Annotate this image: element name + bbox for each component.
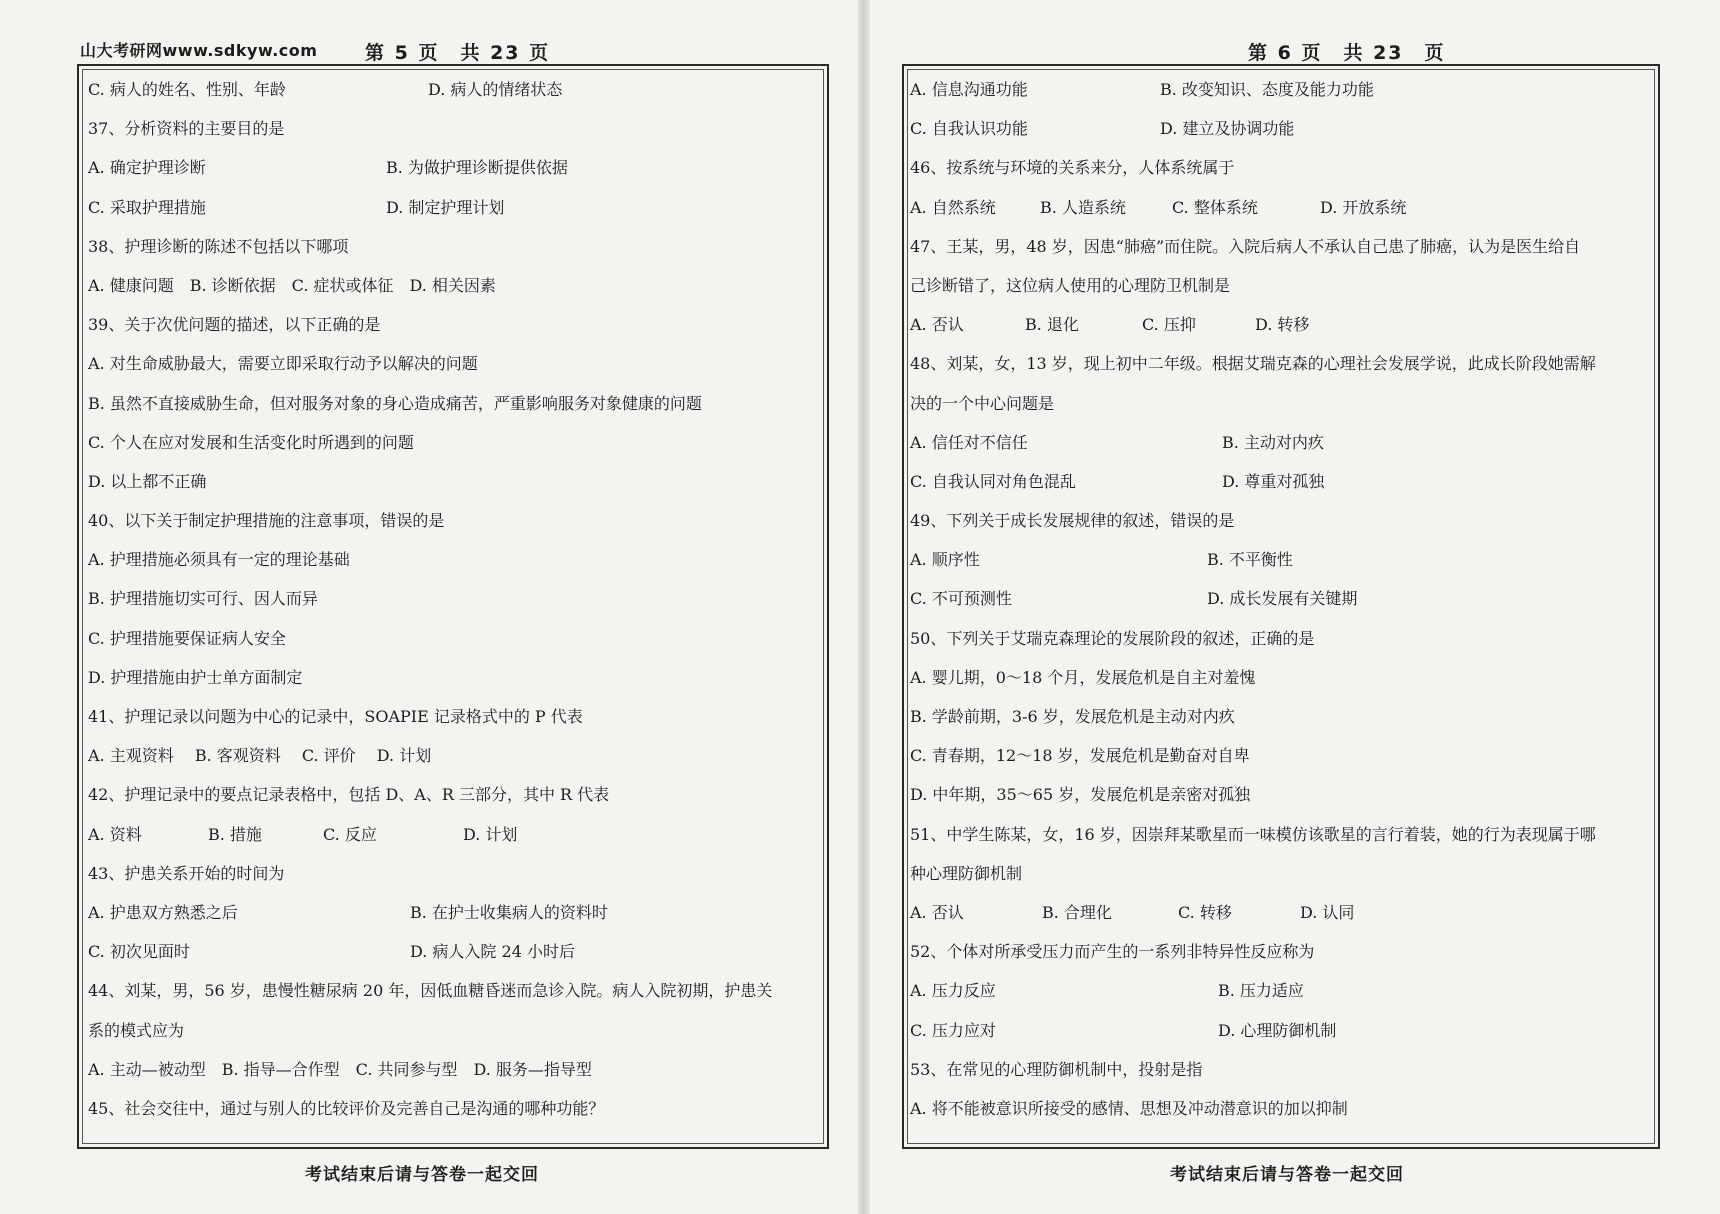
- text-line: [88, 462, 823, 501]
- text-line: [88, 540, 823, 579]
- text-segment: 46、按系统与环境的关系来分，人体系统属于: [910, 158, 1235, 178]
- text-line: [910, 1050, 1652, 1089]
- text-line: [910, 775, 1652, 814]
- text-segment: A. 自然系统: [910, 197, 996, 217]
- text-segment: C. 压抑: [1142, 315, 1196, 335]
- text-line: [910, 540, 1652, 579]
- text-segment: B. 人造系统: [1040, 197, 1126, 217]
- text-line: [88, 70, 823, 109]
- text-line: [88, 188, 823, 227]
- text-segment: D. 制定护理计划: [386, 197, 505, 217]
- text-line: [910, 579, 1652, 618]
- text-line: [88, 109, 823, 148]
- text-line: [88, 736, 823, 775]
- text-segment: 48、刘某，女，13 岁，现上初中二年级。根据艾瑞克森的心理社会发展学说，此成长阶段她需解: [910, 354, 1596, 374]
- text-line: [88, 932, 823, 971]
- text-line: [910, 148, 1652, 187]
- text-line: [910, 815, 1652, 854]
- text-line: [910, 384, 1652, 423]
- text-line: [88, 619, 823, 658]
- text-line: [910, 227, 1652, 266]
- text-segment: D. 成长发展有关键期: [1207, 589, 1358, 609]
- text-segment: 53、在常见的心理防御机制中，投射是指: [910, 1059, 1203, 1079]
- text-line: [88, 1011, 823, 1050]
- text-line: [88, 893, 823, 932]
- text-segment: C. 采取护理措施: [88, 197, 206, 217]
- text-line: [910, 109, 1652, 148]
- text-segment: 38、护理诊断的陈述不包括以下哪项: [88, 236, 349, 256]
- text-line: [88, 579, 823, 618]
- text-line: [88, 227, 823, 266]
- text-line: [88, 384, 823, 423]
- text-segment: 39、关于次优问题的描述，以下正确的是: [88, 315, 381, 335]
- text-segment: A. 婴儿期，0～18 个月，发展危机是自主对羞愧: [910, 667, 1256, 687]
- text-segment: C. 护理措施要保证病人安全: [88, 628, 286, 648]
- text-segment: A. 顺序性: [910, 550, 980, 570]
- text-line: [910, 423, 1652, 462]
- text-segment: D. 中年期，35～65 岁，发展危机是亲密对孤独: [910, 785, 1251, 805]
- text-segment: A. 否认: [910, 902, 964, 922]
- text-segment: A. 主观资料 B. 客观资料 C. 评价 D. 计划: [88, 746, 432, 766]
- text-line: [910, 266, 1652, 305]
- text-segment: C. 转移: [1178, 902, 1232, 922]
- text-segment: 50、下列关于艾瑞克森理论的发展阶段的叙述，正确的是: [910, 628, 1315, 648]
- text-segment: A. 对生命威胁最大，需要立即采取行动予以解决的问题: [88, 354, 478, 374]
- text-segment: A. 确定护理诊断: [88, 158, 206, 178]
- text-segment: D. 计划: [463, 824, 518, 844]
- text-segment: A. 将不能被意识所接受的感情、思想及冲动潜意识的加以抑制: [910, 1098, 1348, 1118]
- page-header-right: 第 6 页 共 23 页: [1248, 42, 1446, 64]
- text-segment: 决的一个中心问题是: [910, 393, 1055, 413]
- text-segment: 47、王某，男，48 岁，因患“肺癌”而住院。入院后病人不承认自己患了肺癌，认为是医生给自: [910, 236, 1581, 256]
- text-segment: D. 认同: [1300, 902, 1355, 922]
- text-line: [88, 501, 823, 540]
- text-line: [910, 619, 1652, 658]
- text-segment: B. 学龄前期，3-6 岁，发展危机是主动对内疚: [910, 707, 1235, 726]
- text-segment: C. 不可预测性: [910, 589, 1012, 609]
- text-segment: B. 虽然不直接威胁生命，但对服务对象的身心造成痛苦，严重影响服务对象健康的问题: [88, 393, 702, 413]
- text-line: [910, 854, 1652, 893]
- text-segment: 52、个体对所承受压力而产生的一系列非特异性反应称为: [910, 942, 1315, 962]
- text-line: [88, 344, 823, 383]
- text-line: [910, 658, 1652, 697]
- site-watermark: 山大考研网www.sdkyw.com: [80, 41, 318, 60]
- text-segment: C. 反应: [323, 824, 377, 844]
- text-segment: 43、护患关系开始的时间为: [88, 863, 285, 883]
- text-line: [910, 344, 1652, 383]
- text-segment: C. 初次见面时: [88, 942, 190, 962]
- text-segment: A. 否认: [910, 315, 964, 335]
- text-line: [88, 658, 823, 697]
- text-segment: B. 护理措施切实可行、因人而异: [88, 589, 318, 609]
- question-list-left: [88, 70, 823, 1128]
- text-segment: B. 不平衡性: [1207, 550, 1293, 570]
- text-segment: A. 健康问题 B. 诊断依据 C. 症状或体征 D. 相关因素: [88, 275, 496, 295]
- text-segment: 系的模式应为: [88, 1020, 185, 1040]
- text-segment: 51、中学生陈某，女，16 岁，因崇拜某歌星而一味模仿该歌星的言行着装，她的行为表现属于哪: [910, 824, 1596, 844]
- text-segment: C. 整体系统: [1172, 197, 1258, 217]
- text-line: [910, 501, 1652, 540]
- text-segment: D. 病人入院 24 小时后: [410, 942, 575, 962]
- text-segment: A. 主动—被动型 B. 指导—合作型 C. 共同参与型 D. 服务—指导型: [88, 1059, 592, 1079]
- text-segment: B. 主动对内疚: [1222, 432, 1324, 452]
- text-segment: C. 自我认识功能: [910, 119, 1028, 139]
- text-line: [88, 815, 823, 854]
- text-line: [910, 893, 1652, 932]
- footer-note-left: 考试结束后请与答卷一起交回: [305, 1165, 539, 1185]
- text-line: [910, 736, 1652, 775]
- text-line: [910, 188, 1652, 227]
- text-segment: 44、刘某，男，56 岁，患慢性糖尿病 20 年，因低血糖昏迷而急诊入院。病人入院初期，护患关: [88, 981, 773, 1001]
- text-segment: B. 改变知识、态度及能力功能: [1160, 80, 1374, 99]
- text-line: [910, 305, 1652, 344]
- text-segment: A. 压力反应: [910, 981, 996, 1001]
- text-segment: D. 护理措施由护士单方面制定: [88, 667, 303, 687]
- text-segment: D. 建立及协调功能: [1160, 119, 1295, 139]
- text-segment: C. 自我认同对角色混乱: [910, 471, 1076, 491]
- text-segment: D. 病人的情绪状态: [428, 80, 563, 99]
- text-segment: A. 资料: [88, 824, 142, 844]
- text-segment: A. 护患双方熟悉之后: [88, 902, 238, 922]
- text-line: [910, 1089, 1652, 1128]
- text-segment: C. 压力应对: [910, 1020, 996, 1040]
- text-segment: D. 心理防御机制: [1218, 1020, 1337, 1040]
- text-segment: A. 护理措施必须具有一定的理论基础: [88, 550, 350, 570]
- text-line: [910, 462, 1652, 501]
- question-list-right: [910, 70, 1652, 1128]
- text-line: [910, 70, 1652, 109]
- text-segment: B. 退化: [1025, 315, 1079, 335]
- text-line: [88, 1089, 823, 1128]
- text-segment: A. 信任对不信任: [910, 432, 1028, 452]
- text-segment: 49、下列关于成长发展规律的叙述，错误的是: [910, 511, 1235, 531]
- text-segment: B. 压力适应: [1218, 981, 1304, 1001]
- page-fold: [858, 0, 870, 1214]
- text-segment: A. 信息沟通功能: [910, 80, 1028, 99]
- text-segment: 45、社会交往中，通过与别人的比较评价及完善自己是沟通的哪种功能？: [88, 1098, 605, 1118]
- text-line: [88, 305, 823, 344]
- text-segment: 己诊断错了，这位病人使用的心理防卫机制是: [910, 275, 1231, 295]
- text-segment: C. 个人在应对发展和生活变化时所遇到的问题: [88, 432, 414, 452]
- page-header-left: 第 5 页 共 23 页: [365, 42, 551, 64]
- text-segment: B. 在护士收集病人的资料时: [410, 902, 608, 922]
- text-segment: B. 合理化: [1042, 902, 1112, 922]
- text-segment: D. 开放系统: [1320, 197, 1407, 217]
- text-segment: D. 以上都不正确: [88, 471, 207, 491]
- text-segment: 42、护理记录中的要点记录表格中，包括 D、A、R 三部分，其中 R 代表: [88, 785, 610, 805]
- text-line: [88, 266, 823, 305]
- text-line: [88, 697, 823, 736]
- text-line: [910, 1011, 1652, 1050]
- text-segment: C. 青春期，12～18 岁，发展危机是勤奋对自卑: [910, 746, 1250, 766]
- text-line: [88, 854, 823, 893]
- text-line: [88, 1050, 823, 1089]
- text-line: [88, 775, 823, 814]
- text-line: [910, 697, 1652, 736]
- text-line: [88, 971, 823, 1010]
- text-segment: B. 为做护理诊断提供依据: [386, 158, 568, 178]
- text-line: [88, 423, 823, 462]
- text-segment: 40、以下关于制定护理措施的注意事项，错误的是: [88, 511, 445, 531]
- text-segment: 种心理防御机制: [910, 863, 1023, 883]
- text-segment: 41、护理记录以问题为中心的记录中，SOAPIE 记录格式中的 P 代表: [88, 707, 583, 726]
- text-line: [910, 932, 1652, 971]
- text-segment: B. 措施: [208, 824, 262, 844]
- text-segment: C. 病人的姓名、性别、年龄: [88, 80, 286, 99]
- text-segment: 37、分析资料的主要目的是: [88, 119, 285, 139]
- text-line: [910, 971, 1652, 1010]
- footer-note-right: 考试结束后请与答卷一起交回: [1170, 1165, 1404, 1185]
- text-segment: D. 尊重对孤独: [1222, 471, 1325, 491]
- text-segment: D. 转移: [1255, 315, 1310, 335]
- text-line: [88, 148, 823, 187]
